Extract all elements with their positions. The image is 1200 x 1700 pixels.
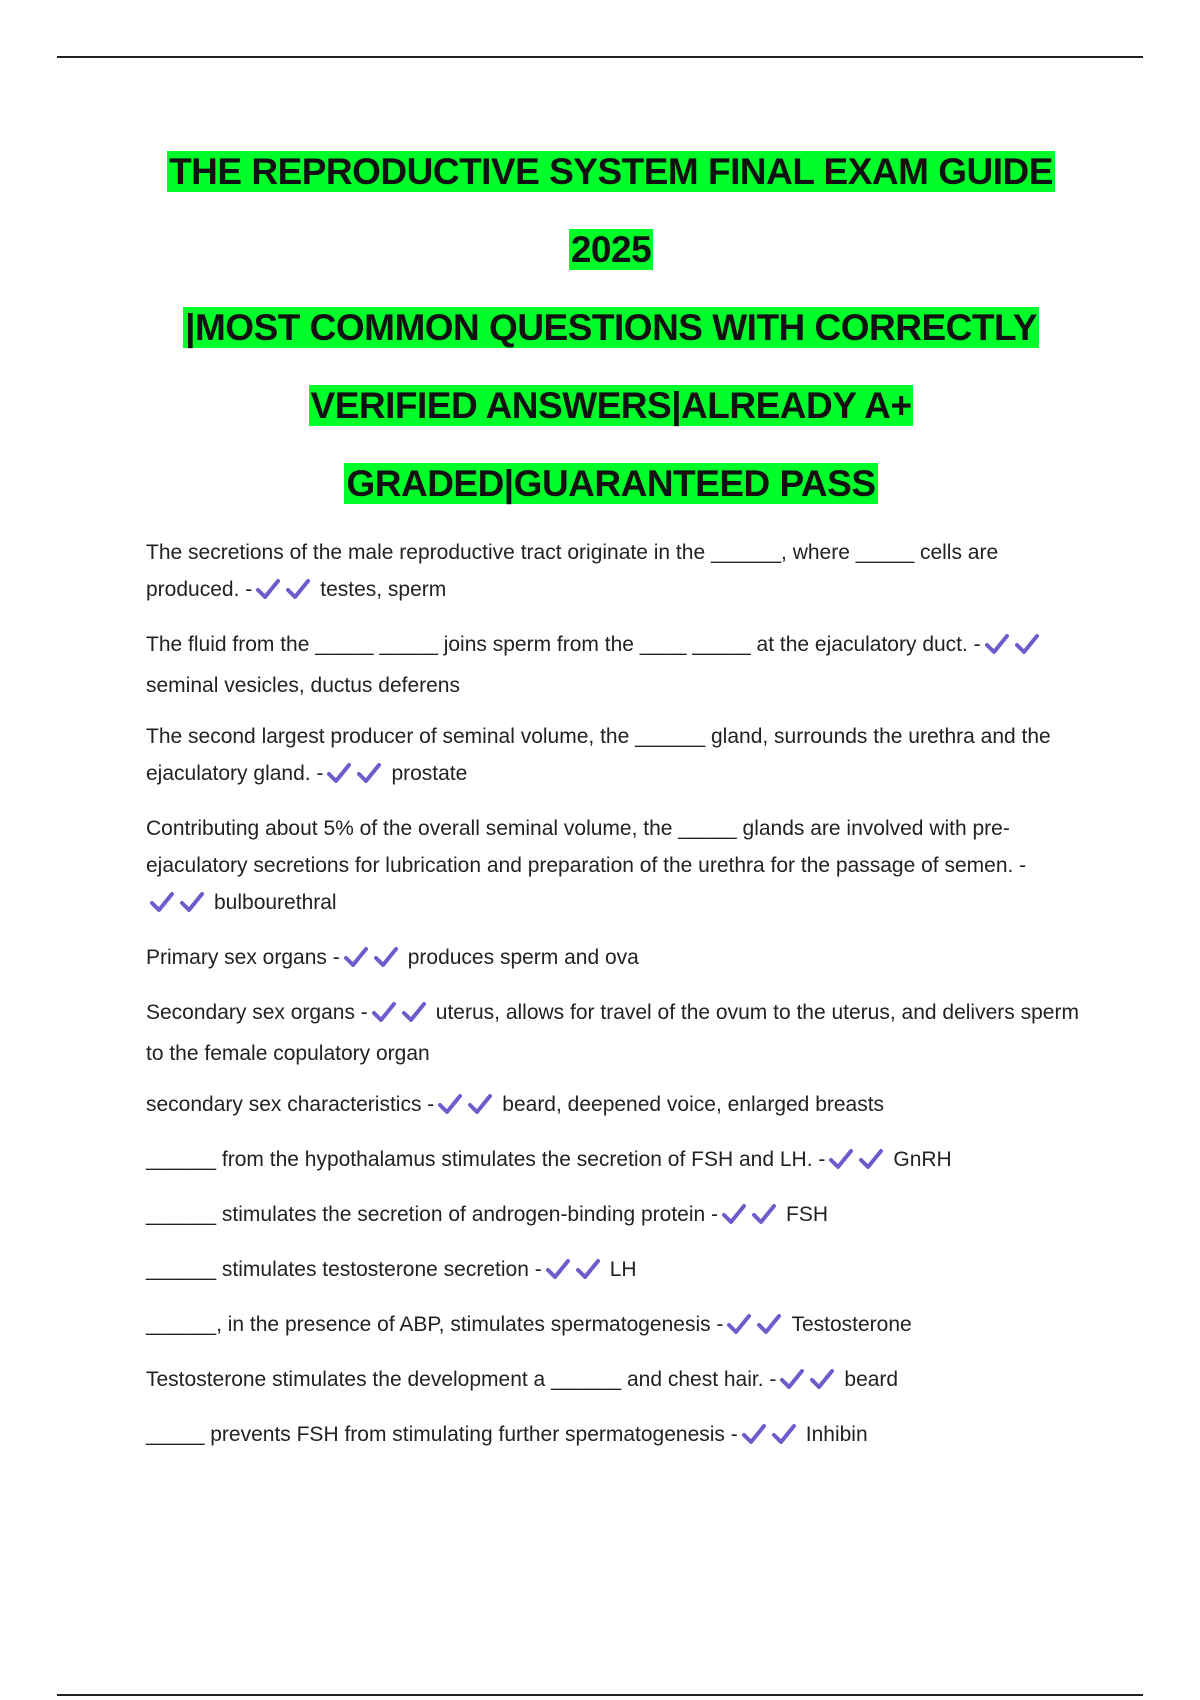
checkmark-icon xyxy=(780,1368,804,1390)
checkmark-icon xyxy=(722,1203,746,1225)
top-rule xyxy=(57,56,1143,58)
verified-checks xyxy=(985,630,1045,667)
question-text: The secretions of the male reproductive tract originate in the ______, where _____ cells are produced. - xyxy=(146,541,999,601)
question-text: The fluid from the _____ _____ joins sperm from the ____ _____ at the ejaculatory duct. - xyxy=(146,633,981,656)
question-text: ______, in the presence of ABP, stimulates spermatogenesis - xyxy=(146,1313,724,1336)
checkmark-icon xyxy=(372,1001,396,1023)
question-text: Testosterone stimulates the development a ______ and chest hair. - xyxy=(146,1368,777,1391)
document-title xyxy=(146,145,1076,535)
checkmark-icon xyxy=(402,1001,426,1023)
answer-text: LH xyxy=(609,1258,637,1281)
checkmark-icon xyxy=(829,1148,853,1170)
checkmark-icon xyxy=(810,1368,834,1390)
question-text: The second largest producer of seminal volume, the ______ gland, surrounds the urethra and the ejaculatory gland. - xyxy=(146,725,1051,785)
checkmark-icon xyxy=(772,1423,796,1445)
qa-item xyxy=(146,994,1086,1072)
answer-text: GnRH xyxy=(893,1148,952,1171)
verified-checks xyxy=(372,998,432,1035)
checkmark-icon xyxy=(752,1203,776,1225)
checkmark-icon xyxy=(286,578,310,600)
qa-item xyxy=(146,1141,1086,1182)
answer-text: bulbourethral xyxy=(214,891,337,914)
checkmark-icon xyxy=(150,891,174,913)
checkmark-icon xyxy=(727,1313,751,1335)
checkmark-icon xyxy=(742,1423,766,1445)
answer-text: uterus, allows for travel of the ovum to the uterus, and delivers sperm to the female copulatory organ xyxy=(146,1001,1079,1065)
verified-checks xyxy=(438,1090,498,1127)
answer-text: produces sperm and ova xyxy=(407,946,639,969)
answer-text: testes, sperm xyxy=(320,578,447,601)
checkmark-icon xyxy=(357,762,381,784)
answer-text: prostate xyxy=(391,762,468,785)
title-line-3: |MOST COMMON QUESTIONS WITH CORRECTLY xyxy=(185,307,1037,348)
title-line-5: GRADED|GUARANTEED PASS xyxy=(346,463,876,504)
answer-text: beard, deepened voice, enlarged breasts xyxy=(502,1093,885,1116)
verified-checks xyxy=(727,1310,787,1347)
checkmark-icon xyxy=(180,891,204,913)
qa-item xyxy=(146,939,1086,980)
question-answer-list xyxy=(146,534,1086,1471)
answer-text: Testosterone xyxy=(791,1313,912,1336)
verified-checks xyxy=(742,1420,802,1457)
verified-checks xyxy=(150,888,210,925)
checkmark-icon xyxy=(859,1148,883,1170)
bottom-rule xyxy=(57,1694,1143,1696)
question-text: _____ prevents FSH from stimulating further spermatogenesis - xyxy=(146,1423,738,1446)
checkmark-icon xyxy=(327,762,351,784)
qa-item xyxy=(146,1361,1086,1402)
qa-item xyxy=(146,1086,1086,1127)
answer-text: Inhibin xyxy=(805,1423,868,1446)
verified-checks xyxy=(327,759,387,796)
checkmark-icon xyxy=(1015,633,1039,655)
checkmark-icon xyxy=(576,1258,600,1280)
verified-checks xyxy=(344,943,404,980)
verified-checks xyxy=(829,1145,889,1182)
title-line-4: VERIFIED ANSWERS|ALREADY A+ xyxy=(310,385,912,426)
question-text: ______ stimulates the secretion of androgen-binding protein - xyxy=(146,1203,719,1226)
checkmark-icon xyxy=(985,633,1009,655)
qa-item xyxy=(146,534,1086,612)
checkmark-icon xyxy=(374,946,398,968)
qa-item xyxy=(146,1306,1086,1347)
answer-text: seminal vesicles, ductus deferens xyxy=(146,674,460,697)
question-text: ______ stimulates testosterone secretion - xyxy=(146,1258,542,1281)
question-text: Secondary sex organs - xyxy=(146,1001,368,1024)
checkmark-icon xyxy=(468,1093,492,1115)
qa-item xyxy=(146,626,1086,704)
qa-item xyxy=(146,1251,1086,1292)
answer-text: beard xyxy=(844,1368,899,1391)
verified-checks xyxy=(780,1365,840,1402)
qa-item xyxy=(146,810,1086,925)
question-text: secondary sex characteristics - xyxy=(146,1093,435,1116)
question-text: Contributing about 5% of the overall seminal volume, the _____ glands are involved with pre-ejaculatory secretions for lubrication and preparation of the urethra for the passage of semen. - xyxy=(146,817,1027,877)
verified-checks xyxy=(722,1200,782,1237)
verified-checks xyxy=(256,575,316,612)
verified-checks xyxy=(546,1255,606,1292)
qa-item xyxy=(146,1416,1086,1457)
answer-text: FSH xyxy=(786,1203,829,1226)
checkmark-icon xyxy=(256,578,280,600)
question-text: ______ from the hypothalamus stimulates the secretion of FSH and LH. - xyxy=(146,1148,826,1171)
checkmark-icon xyxy=(438,1093,462,1115)
checkmark-icon xyxy=(344,946,368,968)
checkmark-icon xyxy=(546,1258,570,1280)
title-line-1: THE REPRODUCTIVE SYSTEM FINAL EXAM GUIDE xyxy=(169,151,1053,192)
question-text: Primary sex organs - xyxy=(146,946,340,969)
title-line-2: 2025 xyxy=(570,229,652,270)
checkmark-icon xyxy=(757,1313,781,1335)
qa-item xyxy=(146,718,1086,796)
qa-item xyxy=(146,1196,1086,1237)
